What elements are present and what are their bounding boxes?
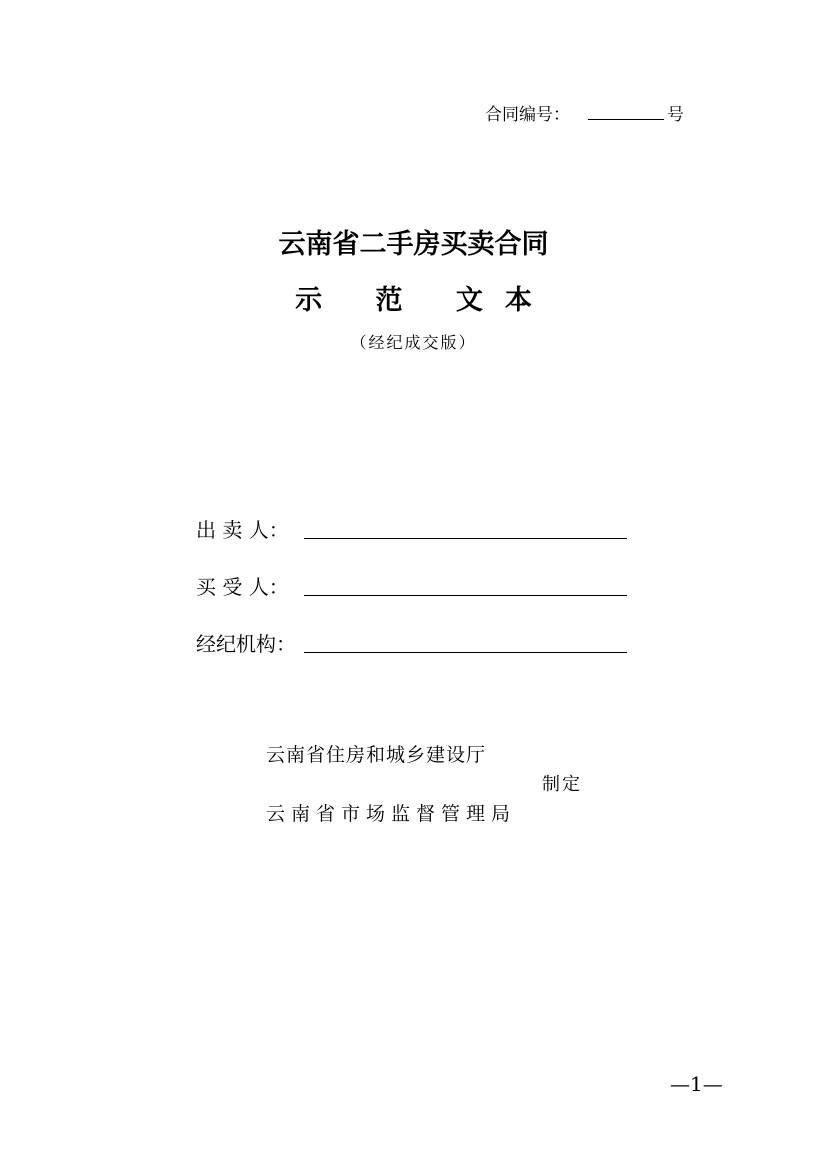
seller-label: 出 卖 人： [196,518,289,542]
contract-number-label: 合同编号： [485,105,570,125]
page-number: —1— [670,1072,723,1096]
seller-blank[interactable] [304,518,627,539]
agency-blank[interactable] [304,632,627,653]
document-edition: （经纪成交版） [350,333,477,352]
buyer-field [196,571,627,600]
document-title: 云南省二手房买卖合同 [278,229,549,260]
document-subtitle: 示 范 文本 [295,285,554,316]
seller-field [196,514,627,543]
contract-number-suffix: 号 [667,105,684,125]
issued-label: 制定 [542,774,582,795]
agency-field [196,628,627,657]
issuer-market-regulation: 云南省市场监督管理局 [266,803,517,825]
buyer-label: 买 受 人： [196,575,289,599]
issuer-housing-department: 云南省住房和城乡建设厅 [266,744,487,766]
agency-label: 经纪机构： [196,632,296,656]
contract-number [485,100,684,125]
buyer-blank[interactable] [304,575,627,596]
contract-number-blank[interactable] [588,103,664,120]
